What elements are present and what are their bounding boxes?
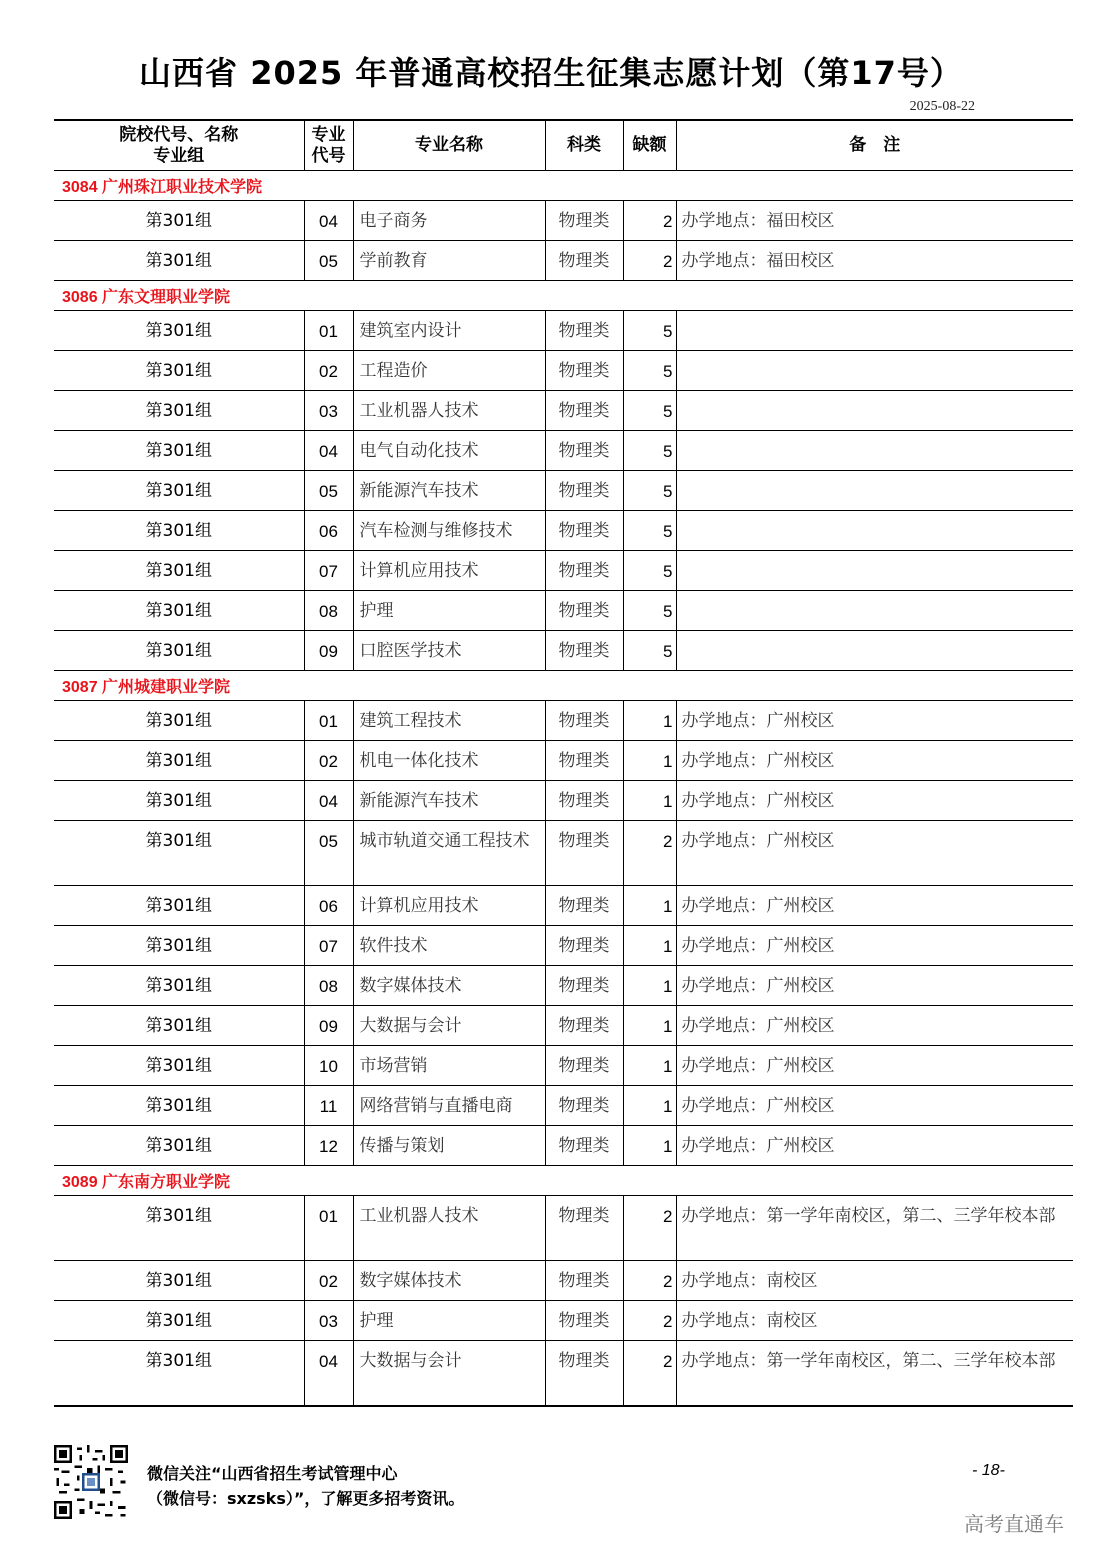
group-cell: 第301组: [54, 631, 304, 671]
major-name-cell: 工业机器人技术: [353, 1196, 545, 1261]
group-cell: 第301组: [54, 1196, 304, 1261]
quota-cell: 5: [623, 631, 676, 671]
major-name-cell: 建筑室内设计: [353, 311, 545, 351]
major-code-cell: 12: [304, 1126, 353, 1166]
table-row: [54, 701, 1073, 741]
col-header-school: 院校代号、名称 专业组: [54, 120, 304, 171]
major-name-cell: 学前教育: [353, 241, 545, 281]
note-cell: 办学地点：广州校区: [676, 1086, 1073, 1126]
subject-cell: 物理类: [545, 1341, 623, 1406]
note-cell: 办学地点：广州校区: [676, 781, 1073, 821]
major-code-cell: 09: [304, 631, 353, 671]
major-code-cell: 05: [304, 821, 353, 886]
subject-cell: 物理类: [545, 1301, 623, 1341]
col-header-note: 备 注: [676, 120, 1073, 171]
major-code-cell: 08: [304, 966, 353, 1006]
note-cell: 办学地点：福田校区: [676, 241, 1073, 281]
group-cell: 第301组: [54, 1046, 304, 1086]
quota-cell: 2: [623, 241, 676, 281]
note-cell: 办学地点：第一学年南校区，第二、三学年校本部: [676, 1341, 1073, 1406]
group-cell: 第301组: [54, 781, 304, 821]
quota-cell: 5: [623, 351, 676, 391]
note-cell: [676, 311, 1073, 351]
major-name-cell: 护理: [353, 1301, 545, 1341]
school-name: 3084 广州珠江职业技术学院: [54, 171, 1073, 201]
table-row: [54, 551, 1073, 591]
note-cell: 办学地点：福田校区: [676, 201, 1073, 241]
quota-cell: 2: [623, 1196, 676, 1261]
col-header-subject: 科类: [545, 120, 623, 171]
school-name: 3086 广东文理职业学院: [54, 281, 1073, 311]
quota-cell: 5: [623, 591, 676, 631]
major-code-cell: 10: [304, 1046, 353, 1086]
school-header-row: [54, 281, 1073, 311]
major-name-cell: 数字媒体技术: [353, 1261, 545, 1301]
major-code-cell: 02: [304, 351, 353, 391]
major-name-cell: 城市轨道交通工程技术: [353, 821, 545, 886]
subject-cell: 物理类: [545, 351, 623, 391]
table-row: [54, 241, 1073, 281]
note-cell: 办学地点：南校区: [676, 1261, 1073, 1301]
subject-cell: 物理类: [545, 391, 623, 431]
major-name-cell: 机电一体化技术: [353, 741, 545, 781]
subject-cell: 物理类: [545, 631, 623, 671]
major-name-cell: 计算机应用技术: [353, 886, 545, 926]
note-cell: 办学地点：第一学年南校区，第二、三学年校本部: [676, 1196, 1073, 1261]
group-cell: 第301组: [54, 511, 304, 551]
note-cell: [676, 351, 1073, 391]
subject-cell: 物理类: [545, 1196, 623, 1261]
major-name-cell: 数字媒体技术: [353, 966, 545, 1006]
subject-cell: 物理类: [545, 886, 623, 926]
note-cell: 办学地点：南校区: [676, 1301, 1073, 1341]
major-name-cell: 工程造价: [353, 351, 545, 391]
table-row: [54, 431, 1073, 471]
quota-cell: 1: [623, 1046, 676, 1086]
major-name-cell: 网络营销与直播电商: [353, 1086, 545, 1126]
major-code-cell: 01: [304, 701, 353, 741]
quota-cell: 1: [623, 701, 676, 741]
quota-cell: 1: [623, 1086, 676, 1126]
major-code-cell: 04: [304, 201, 353, 241]
quota-cell: 5: [623, 551, 676, 591]
major-code-cell: 07: [304, 551, 353, 591]
subject-cell: 物理类: [545, 781, 623, 821]
note-cell: [676, 471, 1073, 511]
group-cell: 第301组: [54, 311, 304, 351]
major-name-cell: 传播与策划: [353, 1126, 545, 1166]
note-cell: 办学地点：广州校区: [676, 1006, 1073, 1046]
quota-cell: 1: [623, 966, 676, 1006]
note-cell: 办学地点：广州校区: [676, 966, 1073, 1006]
quota-cell: 1: [623, 1006, 676, 1046]
school-name: 3087 广州城建职业学院: [54, 671, 1073, 701]
major-code-cell: 05: [304, 241, 353, 281]
quota-cell: 2: [623, 1261, 676, 1301]
note-cell: 办学地点：广州校区: [676, 1126, 1073, 1166]
major-name-cell: 计算机应用技术: [353, 551, 545, 591]
subject-cell: 物理类: [545, 966, 623, 1006]
school-header-row: [54, 1166, 1073, 1196]
major-code-cell: 04: [304, 431, 353, 471]
quota-cell: 5: [623, 391, 676, 431]
note-cell: [676, 391, 1073, 431]
note-cell: [676, 431, 1073, 471]
group-cell: 第301组: [54, 821, 304, 886]
quota-cell: 2: [623, 821, 676, 886]
school-header-row: [54, 171, 1073, 201]
group-cell: 第301组: [54, 431, 304, 471]
major-code-cell: 01: [304, 1196, 353, 1261]
table-row: [54, 1046, 1073, 1086]
major-name-cell: 电子商务: [353, 201, 545, 241]
major-code-cell: 01: [304, 311, 353, 351]
major-name-cell: 建筑工程技术: [353, 701, 545, 741]
subject-cell: 物理类: [545, 741, 623, 781]
group-cell: 第301组: [54, 1341, 304, 1406]
subject-cell: 物理类: [545, 551, 623, 591]
table-row: [54, 741, 1073, 781]
major-code-cell: 02: [304, 1261, 353, 1301]
major-name-cell: 大数据与会计: [353, 1341, 545, 1406]
col-header-quota: 缺额: [623, 120, 676, 171]
quota-cell: 1: [623, 1126, 676, 1166]
school-header-row: [54, 671, 1073, 701]
quota-cell: 5: [623, 311, 676, 351]
group-cell: 第301组: [54, 1006, 304, 1046]
table-row: [54, 1301, 1073, 1341]
table-row: [54, 511, 1073, 551]
group-cell: 第301组: [54, 1126, 304, 1166]
major-code-cell: 05: [304, 471, 353, 511]
note-cell: 办学地点：广州校区: [676, 741, 1073, 781]
subject-cell: 物理类: [545, 511, 623, 551]
major-name-cell: 口腔医学技术: [353, 631, 545, 671]
subject-cell: 物理类: [545, 1261, 623, 1301]
note-cell: 办学地点：广州校区: [676, 1046, 1073, 1086]
major-code-cell: 07: [304, 926, 353, 966]
table-row: [54, 966, 1073, 1006]
group-cell: 第301组: [54, 351, 304, 391]
subject-cell: 物理类: [545, 431, 623, 471]
note-cell: 办学地点：广州校区: [676, 886, 1073, 926]
table-row: [54, 201, 1073, 241]
group-cell: 第301组: [54, 886, 304, 926]
subject-cell: 物理类: [545, 201, 623, 241]
subject-cell: 物理类: [545, 591, 623, 631]
subject-cell: 物理类: [545, 701, 623, 741]
group-cell: 第301组: [54, 701, 304, 741]
subject-cell: 物理类: [545, 926, 623, 966]
publish-date: 2025-08-22: [909, 99, 975, 114]
group-cell: 第301组: [54, 1301, 304, 1341]
group-cell: 第301组: [54, 966, 304, 1006]
major-name-cell: 软件技术: [353, 926, 545, 966]
major-code-cell: 04: [304, 1341, 353, 1406]
quota-cell: 5: [623, 431, 676, 471]
table-row: [54, 1126, 1073, 1166]
major-name-cell: 市场营销: [353, 1046, 545, 1086]
table-row: [54, 781, 1073, 821]
table-row: [54, 926, 1073, 966]
quota-cell: 2: [623, 1341, 676, 1406]
subject-cell: 物理类: [545, 1006, 623, 1046]
major-code-cell: 11: [304, 1086, 353, 1126]
note-cell: [676, 511, 1073, 551]
group-cell: 第301组: [54, 391, 304, 431]
watermark: 高考直通车: [964, 1512, 1064, 1536]
quota-cell: 5: [623, 471, 676, 511]
group-cell: 第301组: [54, 926, 304, 966]
major-name-cell: 新能源汽车技术: [353, 471, 545, 511]
quota-cell: 1: [623, 886, 676, 926]
major-code-cell: 04: [304, 781, 353, 821]
quota-cell: 1: [623, 781, 676, 821]
major-code-cell: 06: [304, 511, 353, 551]
note-cell: [676, 591, 1073, 631]
major-name-cell: 工业机器人技术: [353, 391, 545, 431]
major-code-cell: 08: [304, 591, 353, 631]
enrollment-table: [54, 119, 1073, 1407]
footer-wechat-line2: （微信号：sxzsks）”，了解更多招考资讯。: [147, 1489, 465, 1508]
table-row: [54, 351, 1073, 391]
group-cell: 第301组: [54, 591, 304, 631]
table-row: [54, 886, 1073, 926]
note-cell: 办学地点：广州校区: [676, 821, 1073, 886]
group-cell: 第301组: [54, 1086, 304, 1126]
footer-wechat-line1: 微信关注“山西省招生考试管理中心: [147, 1464, 398, 1483]
table-row: [54, 1196, 1073, 1261]
major-code-cell: 03: [304, 1301, 353, 1341]
table-row: [54, 821, 1073, 886]
note-cell: 办学地点：广州校区: [676, 701, 1073, 741]
page-title: 山西省 2025 年普通高校招生征集志愿计划（第17号）: [139, 54, 963, 92]
quota-cell: 2: [623, 1301, 676, 1341]
major-code-cell: 02: [304, 741, 353, 781]
note-cell: [676, 631, 1073, 671]
subject-cell: 物理类: [545, 1126, 623, 1166]
note-cell: 办学地点：广州校区: [676, 926, 1073, 966]
table-row: [54, 471, 1073, 511]
major-code-cell: 03: [304, 391, 353, 431]
group-cell: 第301组: [54, 1261, 304, 1301]
table-row: [54, 311, 1073, 351]
group-cell: 第301组: [54, 551, 304, 591]
major-code-cell: 09: [304, 1006, 353, 1046]
quota-cell: 1: [623, 926, 676, 966]
col-header-major: 专业名称: [353, 120, 545, 171]
subject-cell: 物理类: [545, 1046, 623, 1086]
group-cell: 第301组: [54, 741, 304, 781]
table-header-row: [54, 120, 1073, 171]
quota-cell: 1: [623, 741, 676, 781]
major-name-cell: 新能源汽车技术: [353, 781, 545, 821]
table-row: [54, 1341, 1073, 1406]
group-cell: 第301组: [54, 241, 304, 281]
major-name-cell: 汽车检测与维修技术: [353, 511, 545, 551]
table-row: [54, 391, 1073, 431]
school-name: 3089 广东南方职业学院: [54, 1166, 1073, 1196]
major-code-cell: 06: [304, 886, 353, 926]
table-row: [54, 1261, 1073, 1301]
subject-cell: 物理类: [545, 311, 623, 351]
qr-code-icon: [54, 1445, 128, 1519]
subject-cell: 物理类: [545, 471, 623, 511]
table-row: [54, 1086, 1073, 1126]
quota-cell: 5: [623, 511, 676, 551]
quota-cell: 2: [623, 201, 676, 241]
major-name-cell: 大数据与会计: [353, 1006, 545, 1046]
group-cell: 第301组: [54, 471, 304, 511]
col-header-code: 专业 代号: [304, 120, 353, 171]
subject-cell: 物理类: [545, 1086, 623, 1126]
major-name-cell: 护理: [353, 591, 545, 631]
major-name-cell: 电气自动化技术: [353, 431, 545, 471]
table-row: [54, 1006, 1073, 1046]
page-number: - 18-: [972, 1462, 1005, 1479]
group-cell: 第301组: [54, 201, 304, 241]
table-row: [54, 631, 1073, 671]
note-cell: [676, 551, 1073, 591]
subject-cell: 物理类: [545, 821, 623, 886]
table-row: [54, 591, 1073, 631]
subject-cell: 物理类: [545, 241, 623, 281]
